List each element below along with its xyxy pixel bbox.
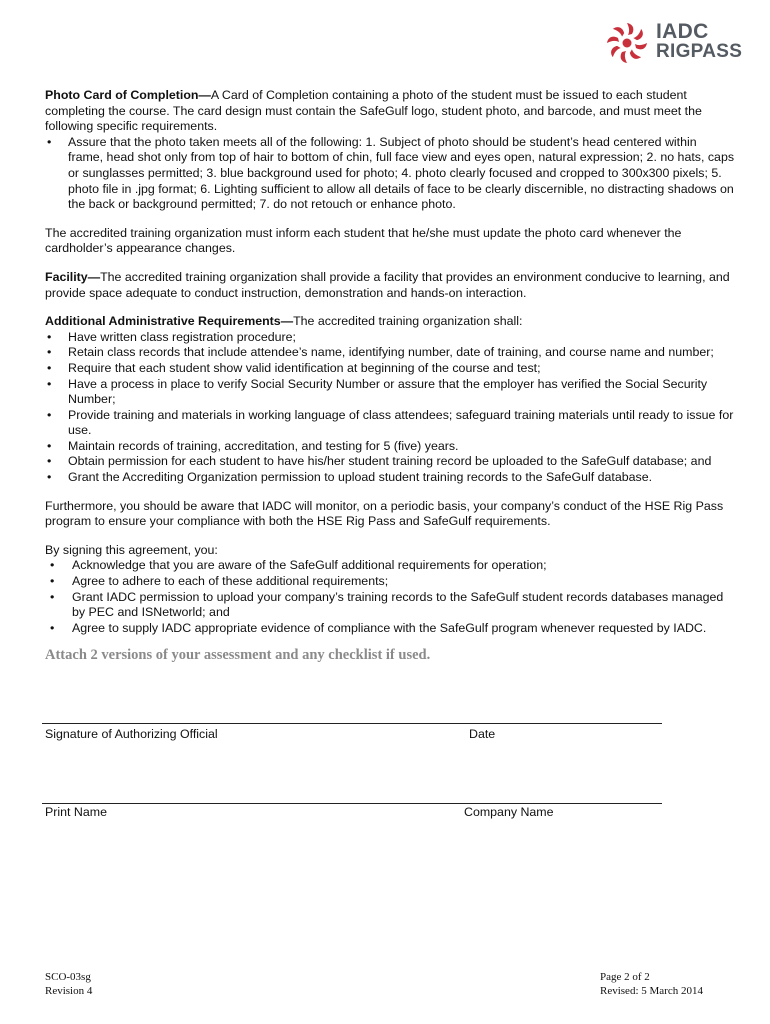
inform-paragraph: The accredited training organization must inform each student that he/she must update the photo card whenever the cardholder’s appearance changes.	[45, 225, 682, 256]
form-code: SCO-03sg	[45, 971, 91, 983]
company-name-label: Company Name	[464, 805, 554, 819]
list-item: • Have written class registration procedure;	[47, 329, 296, 344]
photo-card-heading: Photo Card of Completion—	[45, 88, 211, 102]
facility-text: The accredited training organization shall provide a facility that provides an environment conducive to learning, and provide space adequate to conduct instruction, demonstration and hands-on interaction.	[45, 269, 730, 300]
list-item: • Agree to adhere to each of these additional requirements;	[50, 574, 389, 589]
photo-card-list	[45, 135, 735, 213]
furthermore-paragraph: Furthermore, you should be aware that IADC will monitor, on a periodic basis, your company’s conduct of the HSE Rig Pass program to ensure your compliance with both the HSE Rig Pass and SafeGulf requirements.	[45, 498, 724, 529]
logo-text-rigpass: RIGPASS	[656, 41, 743, 62]
revision-number: Revision 4	[45, 985, 93, 997]
print-name-line[interactable]	[42, 803, 662, 804]
list-item: • Provide training and materials in working language of class attendees; safeguard training materials until ready to issue for use.	[47, 407, 734, 438]
admin-heading: Additional Administrative Requirements—	[45, 314, 294, 329]
photo-card-paragraph	[45, 88, 735, 135]
list-item: • Grant the Accrediting Organization permission to upload student training records to the SafeGulf database.	[47, 470, 653, 485]
iadc-rigpass-logo	[604, 20, 743, 66]
page-number: Page 2 of 2	[600, 971, 650, 983]
logo-text-iadc: IADC	[656, 20, 709, 43]
attach-note: Attach 2 versions of your assessment and any checklist if used.	[45, 647, 431, 664]
admin-paragraph	[45, 314, 735, 330]
facility-heading: Facility—	[45, 269, 101, 284]
list-item: • Assure that the photo taken meets all of the following: 1. Subject of photo should be student’s head centered within frame, head shot only from top of hair to bottom of chin, full face view and eyes open, natural expression; 2. no hats, caps or sunglasses permitted; 3. blue background used for photo; 4. photo clearly focused and cropped to 300x300 pixels; 5. photo file in .jpg format; 6. Lighting sufficient to allow all details of face to be clearly discernible, no distracting shadows on the back or background permitted; 7. do not retouch or enhance photo.	[47, 134, 735, 212]
footer-left	[45, 970, 92, 998]
list-item: • Grant IADC permission to upload your company’s training records to the SafeGulf student records databases managed by PEC and ISNetworld; and	[50, 589, 724, 620]
signing-intro: By signing this agreement, you:	[45, 542, 218, 557]
list-item: • Maintain records of training, accreditation, and testing for 5 (five) years.	[47, 438, 459, 453]
date-label: Date	[469, 727, 496, 741]
signing-list	[45, 558, 735, 636]
revised-date: Revised: 5 March 2014	[600, 985, 703, 997]
admin-list	[45, 330, 735, 486]
photo-card-text: A Card of Completion containing a photo of the student must be issued to each student completing the course. The card design must contain the SafeGulf logo, student photo, and barcode, and must meet the following specific requirements.	[45, 88, 702, 134]
list-item: • Agree to supply IADC appropriate evidence of compliance with the SafeGulf program whenever requested by IADC.	[50, 620, 707, 635]
footer-right	[600, 970, 703, 998]
print-name-label: Print Name	[45, 805, 107, 819]
list-item: • Acknowledge that you are aware of the SafeGulf additional requirements for operation;	[50, 558, 547, 573]
admin-text: The accredited training organization shall:	[293, 314, 523, 329]
list-item: • Have a process in place to verify Social Security Number or assure that the employer has verified the Social Security Number;	[47, 376, 708, 407]
list-item: • Retain class records that include attendee’s name, identifying number, date of training, and course name and number;	[47, 345, 714, 360]
rigpass-mark-icon	[604, 20, 652, 66]
list-item: • Require that each student show valid identification at beginning of the course and test;	[47, 360, 541, 375]
facility-paragraph	[45, 270, 735, 301]
signature-label: Signature of Authorizing Official	[45, 727, 218, 741]
list-item: • Obtain permission for each student to have his/her student training record be uploaded to the SafeGulf database; and	[47, 454, 712, 469]
document-body	[45, 88, 735, 664]
signature-line[interactable]	[42, 723, 662, 724]
